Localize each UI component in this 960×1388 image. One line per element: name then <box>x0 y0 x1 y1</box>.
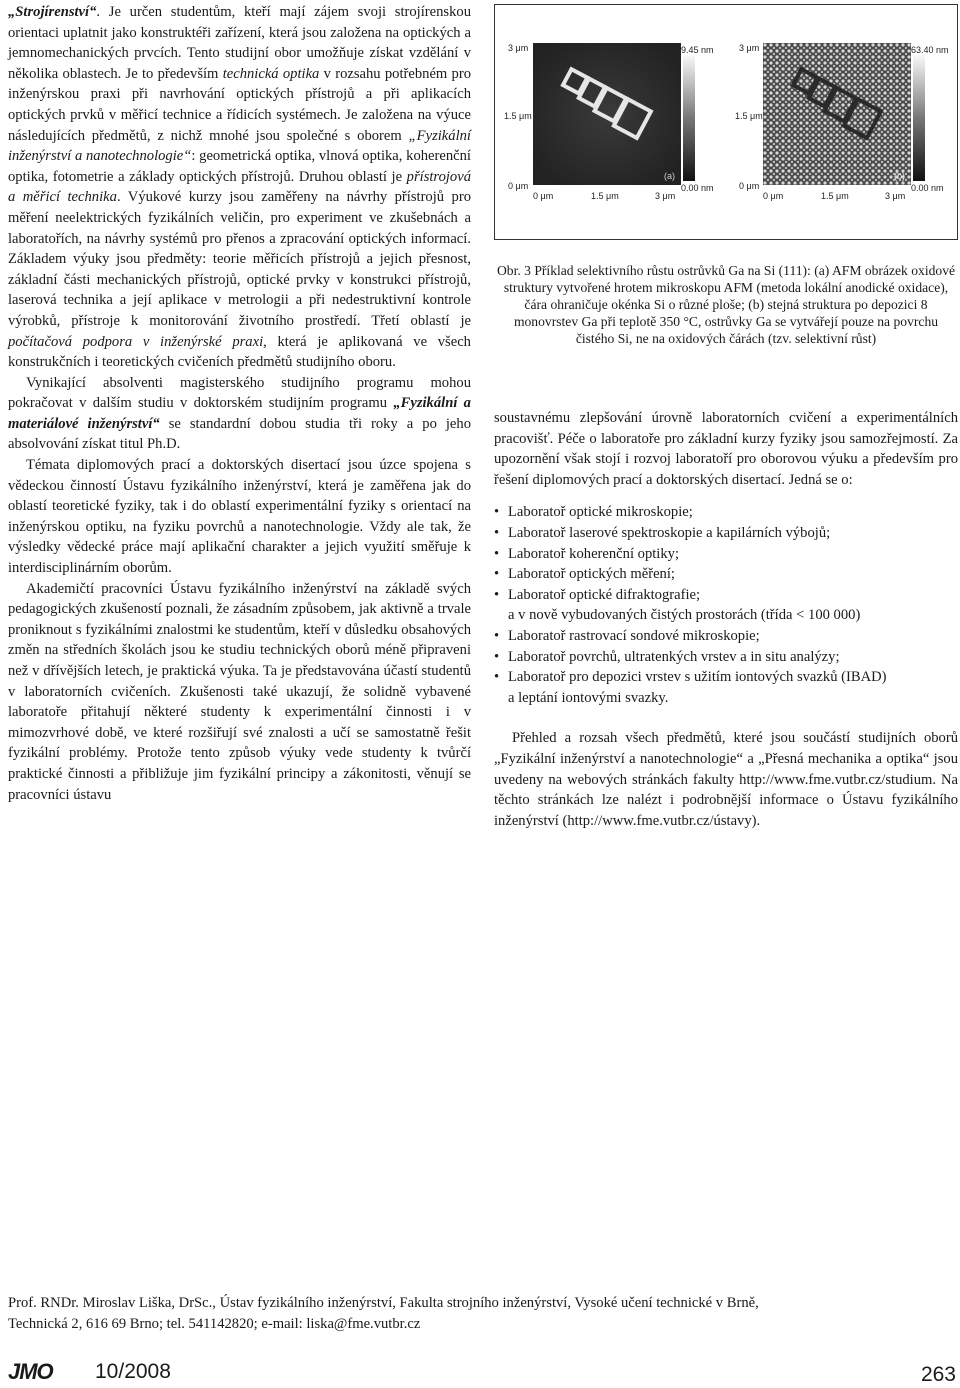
lab-list-item <box>494 647 958 668</box>
bullet-icon: • <box>494 566 500 583</box>
lab-name: Laboratoř optických měření; <box>508 566 675 583</box>
paragraph-practical-teaching: Akademičtí pracovníci Ústavu fyzikálního inženýrství na základě svých pedagogických zkušeností poznali, že zásadním způsobem, jak aktivně a trvale proniknout s fyzikálními znalostmi ke studentům, kteří v důsledku obsahových změn na středních školách jsou ke studiu technických oborů méně připraveni než v dřívějších letech, je praktická výuka. Ta je představována účastí studentů v laboratorních cvičeních. Zkušenosti také ukazují, že solidně vybavené laboratoře přitahují některé studenty k experimentální činnosti i v mimozvrhové době, ve které rozšiřují své znalosti a učí se samostatně řešit fyzikální problémy. Protože tento způsob výuky vede studenty k tvůrčí praktické činnosti a přibližuje jim fyzikální principy a zákonitosti, věnují se pracovníci ústavu <box>8 580 471 803</box>
panel-b-x-tick-mid: 1.5 μm <box>821 191 849 201</box>
emphasis-text: technická optika <box>222 65 320 82</box>
lab-list-item <box>494 626 958 647</box>
ga-islands-image <box>763 43 911 185</box>
text-run: Vynikající absolventi magisterského studijního programu mohou pokračovat v dalším studiu v doktorském studijním programu <box>8 374 471 412</box>
text-run: se standardní dobou studia tři roky a po jeho absolvování získat titul Ph.D. <box>8 415 471 453</box>
lab-name: Laboratoř laserové spektroskopie a kapilárních výbojů; <box>508 524 831 541</box>
lab-name: Laboratoř koherenční optiky; <box>508 545 680 562</box>
author-line-2: Technická 2, 616 69 Brno; tel. 541142820; e-mail: liska@fme.vutbr.cz <box>8 1315 421 1332</box>
afm-figure <box>494 4 958 240</box>
panel-b-colorbar-max: 63.40 nm <box>911 45 949 55</box>
paragraph-laboratories-intro: soustavnému zlepšování úrovně laboratorních cvičení a experimentálních pracovišť. Péče o laboratoře pro základní kurzy fyziky jsou samozřejmostí. Za upozornění však stojí i rozvoj laboratoří pro oborovou výuku a především pro řešení diplomových prací a doktorských disertací. Jedná se o: <box>494 410 958 488</box>
figure-caption: Obr. 3 Příklad selektivního růstu ostrůvků Ga na Si (111): (a) AFM obrázek oxidové struktury vytvořené hrotem mikroskopu AFM (metoda lokální anodické oxidace), čára ohraničuje okénka Si o různé ploše; (b) stejná struktura po depozici 8 monovrstev Ga při teplotě 350 °C, ostrůvky Ga se vytvářejí pouze na povrchu čistého Si, ne na oxidových čárách (tzv. selektivní růst) <box>496 263 956 346</box>
bullet-icon: • <box>494 504 500 521</box>
panel-b-tag: (b) <box>894 171 905 181</box>
text-run: : geometrická optika, vlnová optika, koherenční optika, fotometrie a základy optických přístrojů. Druhou oblastí je <box>8 148 471 185</box>
left-column <box>8 2 471 805</box>
bullet-icon: • <box>494 524 500 541</box>
panel-a-y-tick-mid: 1.5 μm <box>504 111 532 121</box>
panel-a-x-tick-mid: 1.5 μm <box>591 191 619 201</box>
emphasis-text: přístrojová a měřicí technika <box>8 168 471 206</box>
lab-list-item <box>494 667 958 708</box>
text-run: , která je aplikovaná ve všech konstrukčních i teoretických cvičeních předmětů studijního oboru. <box>8 333 471 371</box>
lab-name: Laboratoř rastrovací sondové mikroskopie; <box>508 627 760 644</box>
lab-name: Laboratoř pro depozici vrstev s užitím iontových svazků (IBAD) <box>508 669 887 686</box>
bullet-icon: • <box>494 545 500 562</box>
paragraph-doctoral-program <box>8 373 471 455</box>
emphasis-text: „Strojírenství“ <box>8 4 97 20</box>
bullet-icon: • <box>494 586 500 603</box>
panel-a-colorbar <box>683 55 695 181</box>
panel-a-x-tick-right: 3 μm <box>655 191 676 201</box>
panel-b-colorbar-min: 0.00 nm <box>911 183 944 193</box>
emphasis-text: počítačová podpora v inženýrské praxi <box>8 333 264 350</box>
panel-a-colorbar-min: 0.00 nm <box>681 183 714 193</box>
emphasis-text: „Fyzikální a materiálové inženýrství“ <box>8 395 471 432</box>
lab-list-item <box>494 544 958 565</box>
lab-detail: a leptání iontovými svazky. <box>508 689 669 706</box>
afm-image-b <box>763 43 911 185</box>
page-number: 263 <box>920 1363 956 1386</box>
right-column <box>494 408 958 831</box>
issue-number: 10/2008 <box>95 1360 171 1383</box>
panel-b-x-tick-right: 3 μm <box>885 191 906 201</box>
lab-name: Laboratoř optické mikroskopie; <box>508 504 693 521</box>
bullet-icon: • <box>494 669 500 686</box>
panel-a-y-tick-bottom: 0 μm <box>508 181 529 191</box>
lab-detail: a v nově vybudovaných čistých prostorách (třída < 100 000) <box>508 607 861 624</box>
paragraph-thesis-topics: Témata diplomových prací a doktorských disertací jsou úzce spojena s vědeckou činností Ústavu fyzikálního inženýrství, která je zaměřena jak do oblastí teoretické fyziky, tak i do oblastí experimentální fyziky s orientací na inženýrskou optiku, na fyziku povrchů a nanotechnologie. Vždy ale tak, že výsledky vědecké práce mají aplikační charakter a jejich využití směřuje k interdisciplinárním oborům. <box>8 457 471 577</box>
laboratory-list <box>494 502 958 708</box>
panel-a-x-tick-left: 0 μm <box>533 191 554 201</box>
panel-a-y-tick-top: 3 μm <box>508 43 529 53</box>
lab-list-item <box>494 502 958 523</box>
panel-b-colorbar <box>913 55 925 181</box>
bullet-icon: • <box>494 648 500 665</box>
page-footer <box>8 1357 958 1385</box>
text-run: . Je určen studentům, kteří mají zájem svoji strojírenskou orientaci uplatnit jako konstruktéři zařízení, která jsou založena na optických a jemnomechanických prvcích. Tento studijní obor umožňuje získat vzdělání v několika oblastech. Je to především <box>8 4 471 82</box>
lab-list-item <box>494 585 958 626</box>
panel-b-y-tick-top: 3 μm <box>739 43 760 53</box>
author-line-1: Prof. RNDr. Miroslav Liška, DrSc., Ústav fyzikálního inženýrství, Fakulta strojního inženýrství, Vysoké učení technické v Brně, <box>8 1295 759 1311</box>
panel-b-y-tick-bottom: 0 μm <box>739 181 760 191</box>
panel-b-y-tick-mid: 1.5 μm <box>735 111 763 121</box>
journal-logo: JMO <box>8 1359 53 1384</box>
author-info <box>8 1293 958 1334</box>
text-run: v rozsahu potřebném pro inženýrskou praxi při navrhování optických přístrojů a při aplikacích optických prvků v měřicí technice a řídicích systémech. Je založena na výuce následujících předmětů, z nichž mnohé jsou společné s oborem <box>8 65 471 144</box>
emphasis-text: „Fyzikální inženýrství a nanotechnologie“ <box>8 127 471 165</box>
panel-a-colorbar-max: 9.45 nm <box>681 45 714 55</box>
lab-name: Laboratoř povrchů, ultratenkých vrstev a in situ analýzy; <box>508 648 840 665</box>
lab-list-item <box>494 564 958 585</box>
paragraph-course-overview: Přehled a rozsah všech předmětů, které jsou součástí studijních oborů „Fyzikální inženýrství a nanotechnologie“ a „Přesná mechanika a optika“ jsou uvedeny na webových stránkách fakulty http://www.fme.vutbr.cz/studium. Na těchto stránkách lze nalézt i podrobnější informace o Ústavu fyzikálního inženýrství (http://www.fme.vutbr.cz/ústavy). <box>494 730 958 829</box>
afm-image-a <box>533 43 681 185</box>
bullet-icon: • <box>494 627 500 644</box>
lab-list-item <box>494 523 958 544</box>
lab-name: Laboratoř optické difraktografie; <box>508 586 701 603</box>
panel-b-x-tick-left: 0 μm <box>763 191 784 201</box>
text-run: . Výukové kurzy jsou zaměřeny na návrhy přístrojů pro měření neelektrických fyzikálních veličin, pro experiment ve zkušebnách a laboratořích, na návrhy systémů pro přenos a zpracování optických informací. Základem výuky jsou předměty: teorie měřicích přístrojů a jejich přesnost, základní části mechanických přístrojů, optické prvky v konstrukci přístrojů, laserová technika a její aplikace v metrologii a při nedestruktivní kontrole výrobků, přístroje k monitorování životního prostředí. Třetí oblastí je <box>8 189 471 329</box>
panel-a-tag: (a) <box>664 171 675 181</box>
oxide-structure-image <box>533 43 681 185</box>
paragraph-study-field <box>8 2 471 373</box>
